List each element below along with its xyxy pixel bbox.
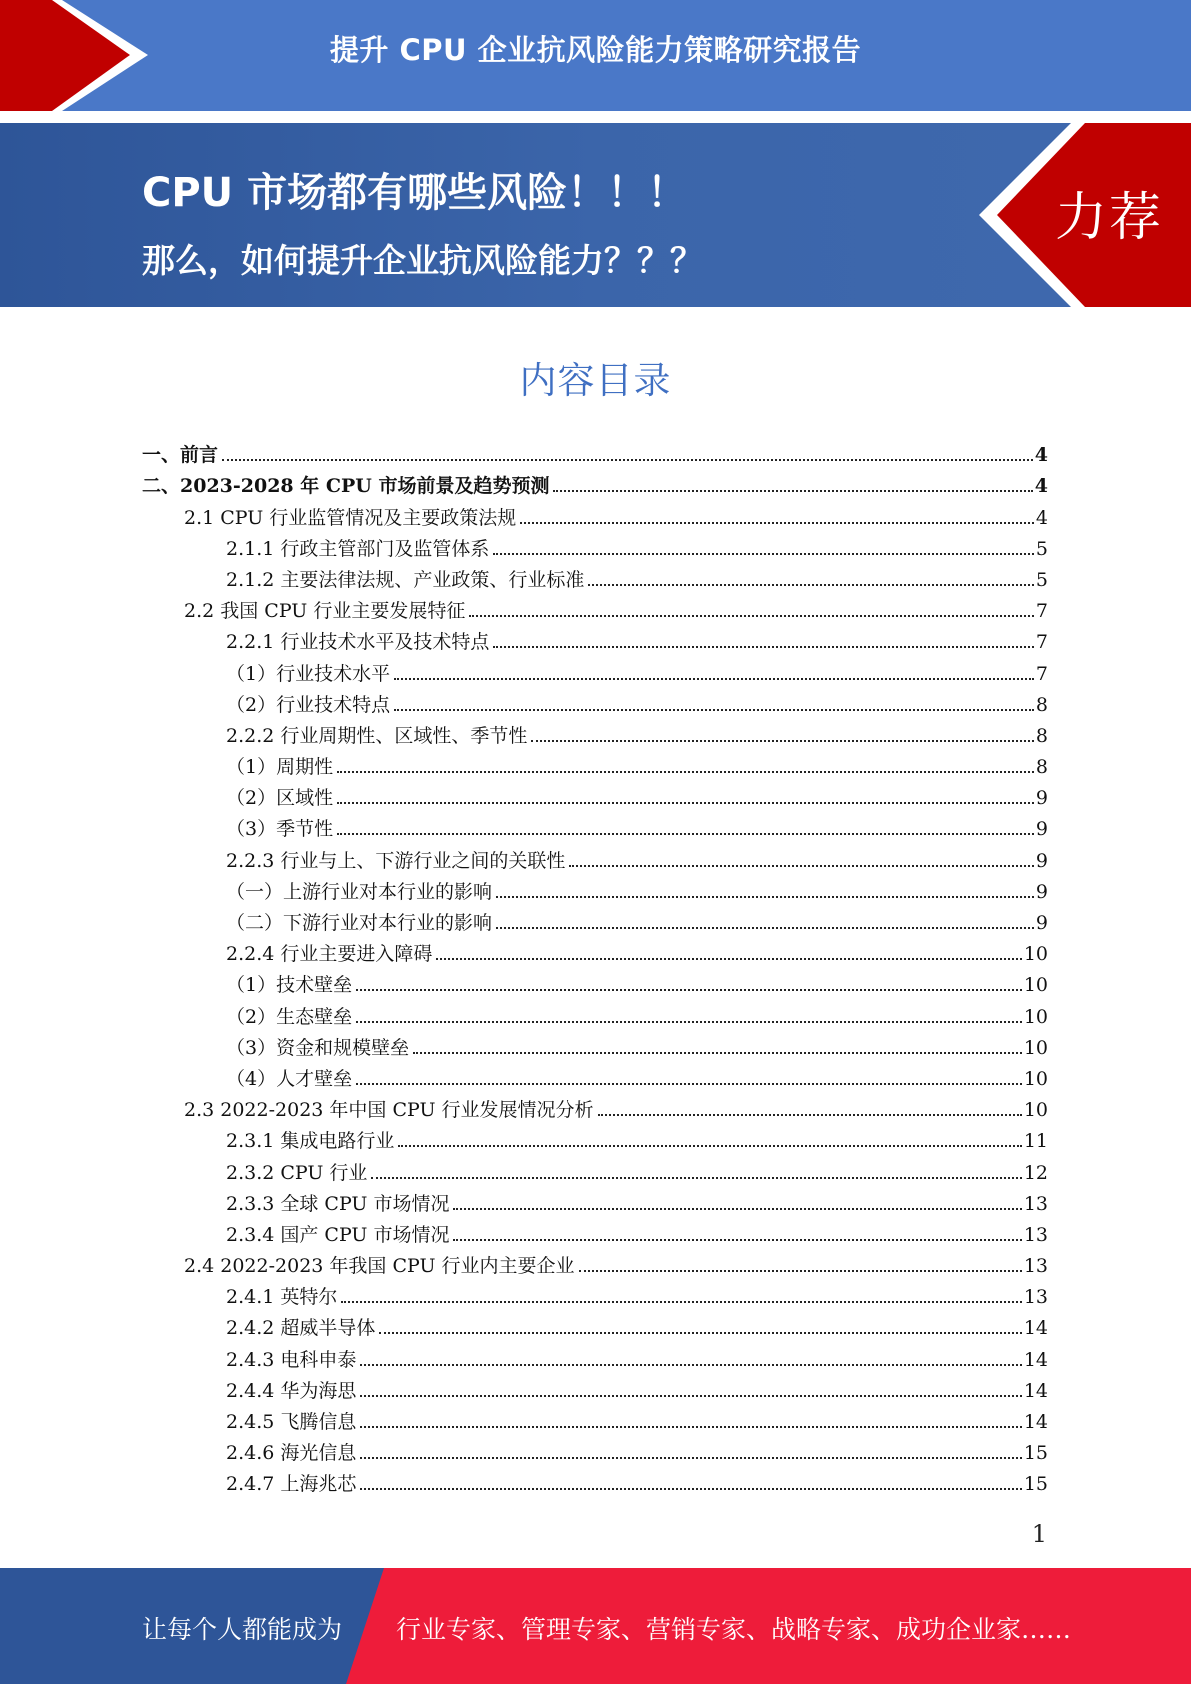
toc-entry[interactable] [142,1465,1048,1496]
toc-dot-leader [337,771,1034,773]
toc-dot-leader [371,1177,1021,1179]
toc-entry-page: 11 [1023,1130,1048,1153]
toc-entry-label: （4）人才壁垒 [226,1067,353,1090]
toc-entry[interactable] [142,1372,1048,1403]
toc-entry-label: 2.4.7 上海兆芯 [226,1473,357,1496]
toc-entry[interactable] [142,1403,1048,1434]
toc-entry-label: （1）技术壁垒 [226,974,353,997]
toc-dot-leader [453,1239,1021,1241]
footer-slogan-right: 行业专家、管理专家、营销专家、战略专家、成功企业家…… [396,1615,1072,1644]
toc-entry-page: 10 [1023,1067,1048,1090]
toc-entry-page: 13 [1023,1223,1048,1246]
footer-slogan-left: 让每个人都能成为 [142,1615,343,1644]
toc-entry-label: （2）区域性 [226,787,334,810]
toc-dot-leader [531,740,1034,742]
toc-entry-page: 10 [1023,943,1048,966]
toc-entry-page: 9 [1035,880,1048,903]
toc-entry-label: 2.4 2022-2023 年我国 CPU 行业内主要企业 [184,1255,575,1278]
toc-dot-leader [398,1145,1021,1147]
toc-entry-label: 2.3 2022-2023 年中国 CPU 行业发展情况分析 [184,1099,594,1122]
toc-entry-page: 7 [1035,600,1048,623]
toc-entry-page: 4 [1035,506,1048,529]
toc-entry-page: 4 [1034,444,1048,467]
toc-entry-page: 4 [1034,475,1048,498]
toc-entry-page: 7 [1035,662,1048,685]
toc-entry-page: 10 [1023,974,1048,997]
toc-entry-label: 2.1.1 行政主管部门及监管体系 [226,537,490,560]
toc-dot-leader [356,1083,1022,1085]
toc-entry-page: 7 [1035,631,1048,654]
toc-entry-page: 9 [1035,849,1048,872]
toc-entry[interactable] [142,1309,1048,1340]
toc-entry[interactable] [142,873,1048,904]
toc-dot-leader [569,865,1034,867]
toc-dot-leader [394,709,1034,711]
toc-dot-leader [360,1488,1021,1490]
toc-entry-label: （3）资金和规模壁垒 [226,1036,410,1059]
toc-entry-label: （1）周期性 [226,756,334,779]
toc-entry[interactable] [142,779,1048,810]
toc-entry[interactable] [142,1247,1048,1278]
toc-entry-label: （2）生态壁垒 [226,1005,353,1028]
toc-dot-leader [496,896,1034,898]
toc-dot-leader [394,678,1034,680]
toc-dot-leader [360,1457,1021,1459]
toc-entry[interactable] [142,1091,1048,1122]
toc-entry-page: 13 [1023,1255,1048,1278]
toc-entry-page: 5 [1035,537,1048,560]
toc-dot-leader [469,615,1034,617]
toc-dot-leader [222,459,1033,461]
toc-dot-leader [337,802,1034,804]
toc-dot-leader [520,522,1034,524]
toc-entry[interactable] [142,935,1048,966]
toc-entry[interactable] [142,530,1048,561]
toc-entry[interactable] [142,686,1048,717]
toc-entry[interactable] [142,1434,1048,1465]
toc-entry-label: （3）季节性 [226,818,334,841]
toc-entry[interactable] [142,623,1048,654]
toc-entry-page: 14 [1023,1411,1048,1433]
toc-dot-leader [453,1208,1021,1210]
toc-dot-leader [356,1021,1022,1023]
toc-entry[interactable] [142,997,1048,1028]
toc-dot-leader [496,927,1034,929]
toc-entry-label: 2.2.4 行业主要进入障碍 [226,943,433,966]
toc-entry-page: 9 [1035,912,1048,934]
toc-dot-leader [379,1332,1021,1334]
toc-entry-page: 10 [1023,1099,1048,1122]
toc-dot-leader [493,646,1034,648]
toc-entry-label: 2.3.2 CPU 行业 [226,1161,368,1184]
toc-entry[interactable] [142,1278,1048,1309]
toc-entry[interactable] [142,1216,1048,1247]
toc-entry-page: 12 [1023,1161,1048,1184]
toc-entry-label: （一）上游行业对本行业的影响 [226,880,493,903]
toc-entry-label: （二）下游行业对本行业的影响 [226,912,493,934]
toc-entry[interactable] [142,1185,1048,1216]
toc-dot-leader [360,1395,1021,1397]
toc-entry[interactable] [142,1122,1048,1153]
toc-entry[interactable] [142,717,1048,748]
headline-question: 那么，如何提升企业抗风险能力？？？ [142,241,703,280]
toc-entry-label: 2.4.3 电科申泰 [226,1348,357,1371]
toc-entry[interactable] [142,592,1048,623]
toc-entry-page: 9 [1035,818,1048,841]
footer-banner [0,1568,1191,1684]
toc-entry-label: 一、前言 [142,444,219,467]
toc-entry-page: 14 [1023,1348,1048,1371]
toc-entry-label: 2.1 CPU 行业监管情况及主要政策法规 [184,506,517,529]
toc-entry-label: 2.4.5 飞腾信息 [226,1411,357,1433]
toc-dot-leader [337,833,1034,835]
toc-entry[interactable] [142,1060,1048,1091]
toc-dot-leader [360,1426,1021,1428]
toc-entry-page: 5 [1035,568,1048,591]
toc-entry-page: 15 [1023,1473,1048,1496]
toc-entry-label: （2）行业技术特点 [226,693,391,716]
toc-entry-label: 2.4.2 超威半导体 [226,1317,376,1340]
toc-entry[interactable] [142,467,1048,498]
toc-dot-leader [436,958,1021,960]
toc-entry-label: 2.4.1 英特尔 [226,1286,338,1309]
toc-entry-label: 2.1.2 主要法律法规、产业政策、行业标准 [226,568,585,591]
toc-dot-leader [341,1301,1021,1303]
toc-dot-leader [579,1270,1022,1272]
toc-dot-leader [598,1114,1022,1116]
toc-entry-label: 2.4.6 海光信息 [226,1442,357,1465]
top-banner [0,0,1191,111]
toc-entry[interactable] [142,1340,1048,1371]
toc-title: 内容目录 [519,359,672,402]
toc-entry[interactable] [142,966,1048,997]
toc-entry-page: 13 [1023,1192,1048,1215]
toc-dot-leader [493,553,1034,555]
toc-dot-leader [360,1364,1021,1366]
toc-entry[interactable] [142,904,1048,935]
recommend-badge: 力荐 [1054,188,1163,248]
toc-entry-page: 10 [1023,1005,1048,1028]
toc-entry-page: 8 [1035,756,1048,779]
toc-entry-page: 15 [1023,1442,1048,1465]
toc-entry-label: 2.4.4 华为海思 [226,1379,357,1402]
toc-dot-leader [413,1052,1022,1054]
toc-entry-label: 2.3.1 集成电路行业 [226,1130,395,1153]
page-number: 1 [1031,1520,1047,1548]
toc-entry-label: 2.3.3 全球 CPU 市场情况 [226,1192,450,1215]
toc-entry-label: 2.2 我国 CPU 行业主要发展特征 [184,600,466,623]
toc-entry-label: 2.2.3 行业与上、下游行业之间的关联性 [226,849,566,872]
table-of-contents [142,436,1048,1496]
toc-entry-label: 二、2023-2028 年 CPU 市场前景及趋势预测 [142,475,550,498]
toc-entry-page: 8 [1035,693,1048,716]
toc-entry-page: 10 [1023,1036,1048,1059]
toc-entry[interactable] [142,654,1048,685]
toc-entry-label: 2.2.1 行业技术水平及技术特点 [226,631,490,654]
toc-entry[interactable] [142,561,1048,592]
headline-band [0,123,1191,307]
toc-entry[interactable] [142,498,1048,529]
toc-dot-leader [553,490,1032,492]
toc-entry-label: 2.3.4 国产 CPU 市场情况 [226,1223,450,1246]
toc-entry-page: 14 [1023,1317,1048,1340]
headline-risks: CPU 市场都有哪些风险！！！ [142,170,688,216]
toc-entry-page: 14 [1023,1379,1048,1402]
report-title: 提升 CPU 企业抗风险能力策略研究报告 [329,33,862,67]
toc-dot-leader [588,584,1034,586]
toc-entry[interactable] [142,1153,1048,1184]
toc-entry[interactable] [142,841,1048,872]
toc-dot-leader [356,989,1022,991]
toc-entry-page: 9 [1035,787,1048,810]
toc-entry-page: 13 [1023,1286,1048,1309]
toc-entry[interactable] [142,436,1048,467]
toc-entry[interactable] [142,810,1048,841]
toc-entry[interactable] [142,1029,1048,1060]
toc-entry-page: 8 [1035,724,1048,747]
toc-entry[interactable] [142,748,1048,779]
toc-entry-label: （1）行业技术水平 [226,662,391,685]
toc-entry-label: 2.2.2 行业周期性、区域性、季节性 [226,724,528,747]
